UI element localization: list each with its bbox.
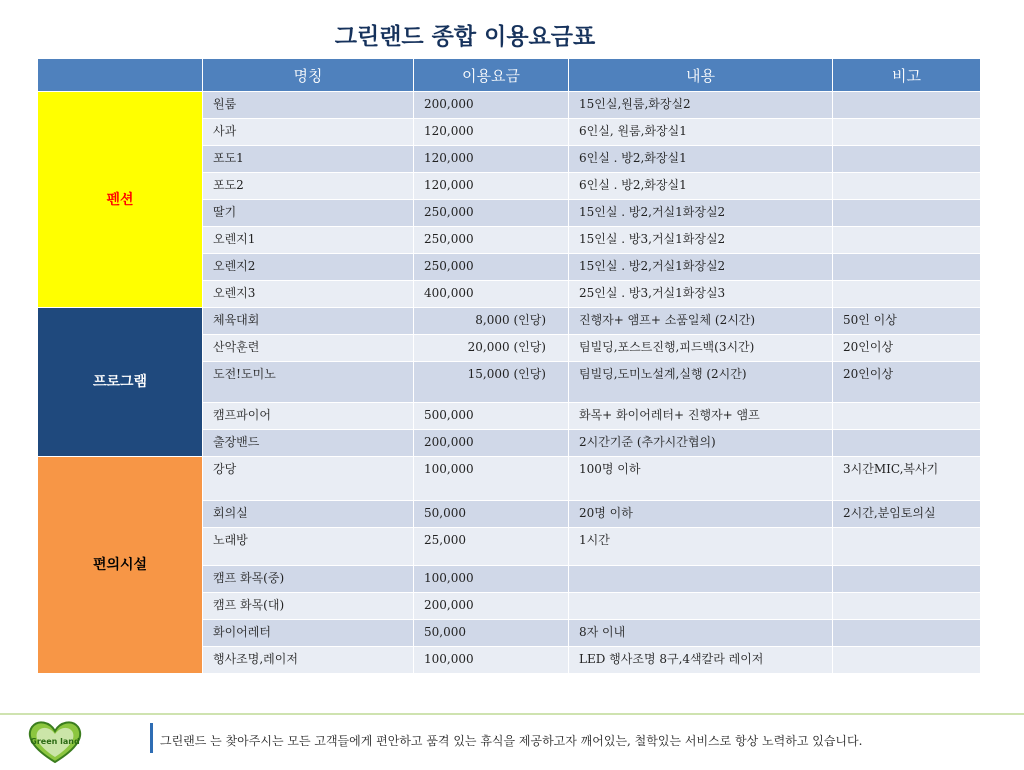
cell-price: 200,000 [414, 430, 569, 457]
cell-content: 100명 이하 [569, 457, 833, 501]
cell-content: 6인실, 원룸,화장실1 [569, 119, 833, 146]
table-header-row [38, 59, 981, 92]
cell-note [833, 281, 981, 308]
cell-content: 6인실 . 방2,화장실1 [569, 146, 833, 173]
cell-name: 사과 [203, 119, 414, 146]
cell-note: 20인이상 [833, 362, 981, 403]
cell-price: 25,000 [414, 528, 569, 566]
header-group [38, 59, 203, 92]
cell-name: 출장밴드 [203, 430, 414, 457]
cell-note [833, 403, 981, 430]
page-title: 그린랜드 종합 이용요금표 [334, 24, 596, 50]
cell-price: 200,000 [414, 92, 569, 119]
cell-name: 포도1 [203, 146, 414, 173]
cell-name: 화이어레터 [203, 620, 414, 647]
cell-price: 250,000 [414, 200, 569, 227]
cell-note [833, 254, 981, 281]
cell-price: 500,000 [414, 403, 569, 430]
cell-name: 강당 [203, 457, 414, 501]
cell-name: 포도2 [203, 173, 414, 200]
cell-note [833, 119, 981, 146]
cell-price: 20,000 (인당) [414, 335, 569, 362]
cell-name: 오렌지2 [203, 254, 414, 281]
cell-name: 원룸 [203, 92, 414, 119]
cell-content: 진행자+ 앰프+ 소품일체 (2시간) [569, 308, 833, 335]
cell-name: 캠프 화목(대) [203, 593, 414, 620]
cell-price: 400,000 [414, 281, 569, 308]
cell-content: 20명 이하 [569, 501, 833, 528]
cell-content [569, 593, 833, 620]
cell-name: 도전!도미노 [203, 362, 414, 403]
group-pension: 펜션 [38, 92, 203, 308]
cell-price: 100,000 [414, 647, 569, 674]
table-row [38, 308, 981, 335]
cell-content: 화목+ 화이어레터+ 진행자+ 앰프 [569, 403, 833, 430]
cell-price: 100,000 [414, 566, 569, 593]
cell-name: 오렌지1 [203, 227, 414, 254]
cell-price: 200,000 [414, 593, 569, 620]
cell-content: 팀빌딩,도미노설계,실행 (2시간) [569, 362, 833, 403]
cell-name: 행사조명,레이저 [203, 647, 414, 674]
cell-content: 6인실 . 방2,화장실1 [569, 173, 833, 200]
table-row [38, 457, 981, 501]
greenland-logo [22, 718, 88, 766]
cell-content: 1시간 [569, 528, 833, 566]
cell-price: 120,000 [414, 173, 569, 200]
cell-name: 체육대회 [203, 308, 414, 335]
cell-content: LED 행사조명 8구,4색칼라 레이저 [569, 647, 833, 674]
cell-note: 2시간,분임토의실 [833, 501, 981, 528]
header-content: 내용 [569, 59, 833, 92]
cell-note [833, 566, 981, 593]
footer-accent-bar [150, 723, 153, 753]
cell-price: 120,000 [414, 119, 569, 146]
cell-name: 회의실 [203, 501, 414, 528]
cell-content [569, 566, 833, 593]
cell-name: 캠프파이어 [203, 403, 414, 430]
cell-content: 2시간기준 (추가시간협의) [569, 430, 833, 457]
header-note: 비고 [833, 59, 981, 92]
cell-note [833, 173, 981, 200]
cell-note [833, 593, 981, 620]
cell-content: 15인실 . 방2,거실1화장실2 [569, 254, 833, 281]
cell-name: 오렌지3 [203, 281, 414, 308]
cell-note: 20인이상 [833, 335, 981, 362]
cell-price: 250,000 [414, 227, 569, 254]
cell-name: 캠프 화목(중) [203, 566, 414, 593]
group-facility: 편의시설 [38, 457, 203, 674]
header-price: 이용요금 [414, 59, 569, 92]
cell-content: 15인실,원룸,화장실2 [569, 92, 833, 119]
table-row [38, 92, 981, 119]
cell-note [833, 200, 981, 227]
header-name: 명칭 [203, 59, 414, 92]
rate-table [37, 58, 981, 674]
cell-note [833, 647, 981, 674]
cell-price: 100,000 [414, 457, 569, 501]
cell-price: 50,000 [414, 620, 569, 647]
cell-price: 50,000 [414, 501, 569, 528]
cell-price: 120,000 [414, 146, 569, 173]
cell-content: 15인실 . 방2,거실1화장실2 [569, 200, 833, 227]
cell-note [833, 528, 981, 566]
cell-name: 산악훈련 [203, 335, 414, 362]
footer-divider [0, 713, 1024, 715]
cell-name: 노래방 [203, 528, 414, 566]
cell-name: 딸기 [203, 200, 414, 227]
cell-price: 8,000 (인당) [414, 308, 569, 335]
cell-price: 250,000 [414, 254, 569, 281]
cell-note [833, 430, 981, 457]
cell-note: 50인 이상 [833, 308, 981, 335]
cell-price: 15,000 (인당) [414, 362, 569, 403]
cell-content: 팀빌딩,포스트진행,피드백(3시간) [569, 335, 833, 362]
footer-text: 그린랜드 는 찾아주시는 모든 고객들에게 편안하고 품격 있는 휴식을 제공하고자 깨어있는, 철학있는 서비스로 항상 노력하고 있습니다. [160, 734, 863, 748]
cell-content: 8자 이내 [569, 620, 833, 647]
cell-note [833, 92, 981, 119]
cell-content: 25인실 . 방3,거실1화장실3 [569, 281, 833, 308]
cell-note [833, 227, 981, 254]
cell-note [833, 146, 981, 173]
group-program: 프로그램 [38, 308, 203, 457]
cell-note [833, 620, 981, 647]
logo-text: Green land [30, 737, 80, 746]
cell-note: 3시간MIC,복사기 [833, 457, 981, 501]
cell-content: 15인실 . 방3,거실1화장실2 [569, 227, 833, 254]
